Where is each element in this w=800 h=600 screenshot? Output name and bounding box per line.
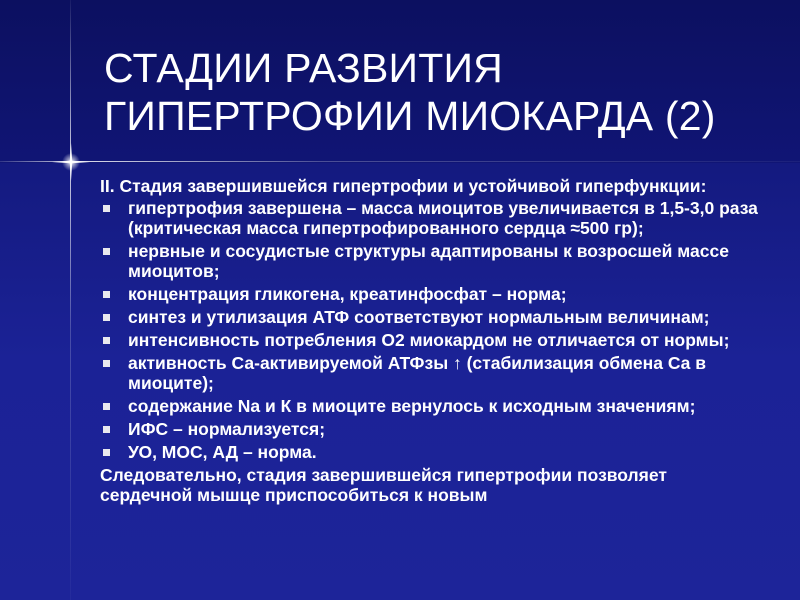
square-bullet-icon <box>103 205 110 212</box>
stage-heading: II. Стадия завершившейся гипертрофии и устойчивой гиперфункции: <box>100 176 707 196</box>
sparkle-icon <box>52 143 90 181</box>
page-title <box>104 44 784 140</box>
square-bullet-icon <box>103 291 110 298</box>
list-item-text: содержание Na и К в миоците вернулось к исходным значениям; <box>128 396 696 416</box>
list-item <box>100 442 760 462</box>
list-item <box>100 330 760 350</box>
list-item-text: интенсивность потребления О2 миокардом не отличается от нормы; <box>128 330 730 350</box>
list-item-text: активность Са-активируемой АТФзы ↑ (стабилизация обмена Са в миоците); <box>128 353 707 393</box>
horizontal-accent-line <box>0 161 800 162</box>
square-bullet-icon <box>103 403 110 410</box>
conclusion-text: Следовательно, стадия завершившейся гипертрофии позволяет сердечной мышце приспособиться к новым <box>100 465 667 505</box>
square-bullet-icon <box>103 314 110 321</box>
square-bullet-icon <box>103 426 110 433</box>
square-bullet-icon <box>103 360 110 367</box>
list-item <box>100 284 760 304</box>
list-item <box>100 353 760 393</box>
slide-content <box>100 176 760 505</box>
vertical-accent-line <box>70 0 71 600</box>
list-item <box>100 396 760 416</box>
list-item-text: нервные и сосудистые структуры адаптированы к возросшей массе миоцитов; <box>128 241 729 281</box>
square-bullet-icon <box>103 449 110 456</box>
square-bullet-icon <box>103 248 110 255</box>
title-line-2: ГИПЕРТРОФИИ МИОКАРДА (2) <box>104 93 716 139</box>
bullet-list <box>100 198 760 462</box>
list-item <box>100 419 760 439</box>
list-item-text: УО, МОС, АД – норма. <box>128 442 317 462</box>
list-item-text: синтез и утилизация АТФ соответствуют нормальным величинам; <box>128 307 710 327</box>
list-item-text: ИФС – нормализуется; <box>128 419 326 439</box>
square-bullet-icon <box>103 337 110 344</box>
title-line-1: СТАДИИ РАЗВИТИЯ <box>104 45 503 91</box>
list-item <box>100 198 760 238</box>
list-item <box>100 307 760 327</box>
list-item-text: концентрация гликогена, креатинфосфат – норма; <box>128 284 567 304</box>
list-item-text: гипертрофия завершена – масса миоцитов увеличивается в 1,5-3,0 раза (критическая масса гипертрофированного сердца ≈500 гр); <box>128 198 758 238</box>
list-item <box>100 241 760 281</box>
